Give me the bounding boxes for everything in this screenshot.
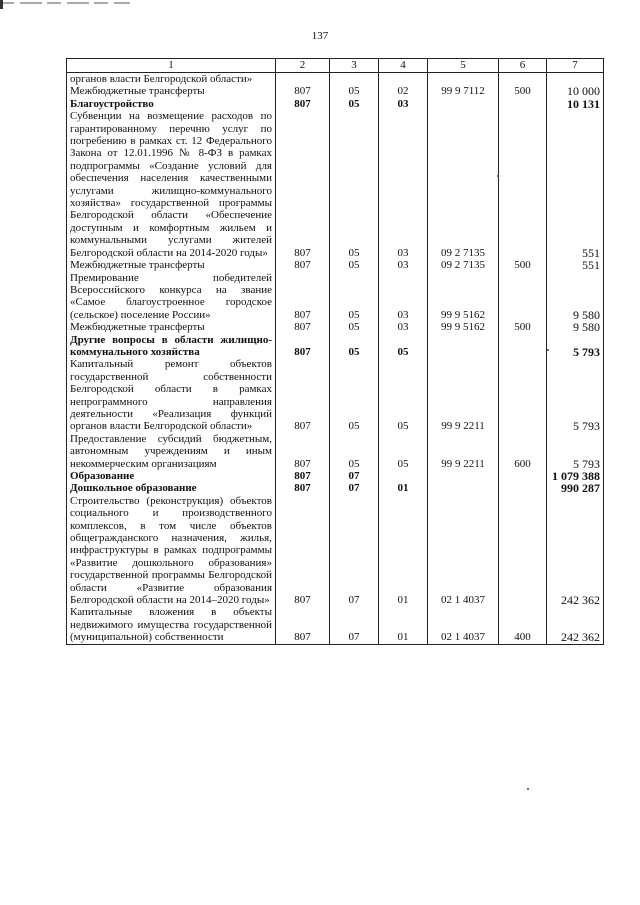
row-code-4: 03: [379, 98, 428, 110]
table-row: [67, 358, 604, 432]
section-title: Образование: [67, 470, 276, 482]
row-code-2: 807: [276, 321, 330, 333]
row-code-2: 807: [276, 495, 330, 607]
row-code-3: 07: [330, 470, 379, 482]
row-code-6: 600: [499, 433, 547, 470]
table-row: [67, 321, 604, 333]
row-code-3: 05: [330, 110, 379, 259]
table-row: [67, 606, 604, 644]
row-amount: 9 580: [547, 272, 604, 322]
column-header-6: 6: [499, 59, 547, 73]
row-code-5: [428, 98, 499, 110]
row-code-4: 03: [379, 259, 428, 271]
row-code-5: 02 1 4037: [428, 495, 499, 607]
row-code-2: 807: [276, 98, 330, 110]
row-name: Строительство (реконструкция) объектов социального и производственного комплексов, в том числе объектов общегражданского назначения, жилья, инфраструктуры в рамках подпрограммы «Развитие дошкольного образования» государственной программы Белгородской области «Развитие образования Белгородской области на 2014–2020 годы»: [67, 495, 276, 607]
row-code-2: 807: [276, 334, 330, 359]
row-code-5: 99 9 2211: [428, 433, 499, 470]
row-code-6: [499, 272, 547, 322]
row-code-4: 05: [379, 334, 428, 359]
row-code-2: 807: [276, 470, 330, 482]
row-code-6: [499, 358, 547, 432]
scan-speck: [547, 349, 549, 351]
row-code-5: 99 9 5162: [428, 321, 499, 333]
row-amount: 242 362: [547, 495, 604, 607]
row-amount: 990 287: [547, 482, 604, 494]
row-code-4: 05: [379, 358, 428, 432]
row-name: органов власти Белгородской области»: [67, 73, 276, 86]
table-row: [67, 272, 604, 322]
row-code-5: [428, 482, 499, 494]
row-code-3: 05: [330, 85, 379, 97]
scan-speck: [527, 788, 529, 790]
row-code-2: 807: [276, 85, 330, 97]
table-row: [67, 259, 604, 271]
row-code-2: 807: [276, 259, 330, 271]
row-code-4: [379, 73, 428, 86]
table-row: [67, 85, 604, 97]
row-code-4: 03: [379, 110, 428, 259]
row-code-6: [499, 470, 547, 482]
row-code-4: 01: [379, 606, 428, 644]
row-code-5: 02 1 4037: [428, 606, 499, 644]
row-code-3: 05: [330, 321, 379, 333]
row-code-6: [499, 110, 547, 259]
row-code-3: 05: [330, 334, 379, 359]
row-code-2: [276, 73, 330, 86]
row-code-5: [428, 334, 499, 359]
row-name: Межбюджетные трансферты: [67, 259, 276, 271]
row-code-5: 09 2 7135: [428, 259, 499, 271]
column-header-5: 5: [428, 59, 499, 73]
row-name: Капитальные вложения в объекты недвижимого имущества государственной (муниципальной) собственности: [67, 606, 276, 644]
row-code-3: 05: [330, 259, 379, 271]
row-code-5: 99 9 5162: [428, 272, 499, 322]
row-code-6: 500: [499, 321, 547, 333]
row-code-4: 03: [379, 272, 428, 322]
row-code-5: [428, 470, 499, 482]
budget-table: [66, 58, 604, 645]
row-code-3: 07: [330, 495, 379, 607]
page-number: 137: [311, 30, 329, 42]
row-code-6: [499, 482, 547, 494]
row-code-3: 05: [330, 358, 379, 432]
row-code-3: 05: [330, 433, 379, 470]
table-row: [67, 73, 604, 86]
row-code-3: 05: [330, 272, 379, 322]
row-code-6: [499, 334, 547, 359]
section-title: Благоустройство: [67, 98, 276, 110]
row-amount: 9 580: [547, 321, 604, 333]
row-code-2: 807: [276, 272, 330, 322]
row-code-2: 807: [276, 358, 330, 432]
row-name: Субвенции на возмещение расходов по гарантированному перечню услуг по погребению в рамках ст. 12 Федерального Закона от 12.01.1996 № 8-ФЗ в рамках подпрограммы «Создание условий для обеспечения населения качественными услугами жилищно-коммунального хозяйства» государственной программы Белгородской области «Обеспечение доступным и комфортным жильем и коммунальными услугами жителей Белгородской области на 2014-2020 годы»: [67, 110, 276, 259]
row-name: Межбюджетные трансферты: [67, 321, 276, 333]
table-header-row: [67, 59, 604, 73]
row-code-4: 01: [379, 495, 428, 607]
row-code-3: [330, 73, 379, 86]
row-code-4: 02: [379, 85, 428, 97]
row-amount: 551: [547, 259, 604, 271]
row-code-6: 500: [499, 85, 547, 97]
row-code-5: 99 9 7112: [428, 85, 499, 97]
row-amount: 551: [547, 110, 604, 259]
scan-top-mark: [0, 0, 640, 10]
row-code-5: 99 9 2211: [428, 358, 499, 432]
row-name: Предоставление субсидий бюджетным, автономным учреждениям и иным некоммерческим организациям: [67, 433, 276, 470]
row-code-6: [499, 73, 547, 86]
column-header-4: 4: [379, 59, 428, 73]
section-title: Дошкольное образование: [67, 482, 276, 494]
row-code-2: 807: [276, 110, 330, 259]
scan-speck: [497, 175, 499, 177]
section-title: Другие вопросы в области жилищно-коммунального хозяйства: [67, 334, 276, 359]
row-code-2: 807: [276, 433, 330, 470]
row-amount: 5 793: [547, 334, 604, 359]
row-code-2: 807: [276, 606, 330, 644]
row-code-4: [379, 470, 428, 482]
row-amount: 1 079 388: [547, 470, 604, 482]
table-row: [67, 433, 604, 470]
row-code-4: 01: [379, 482, 428, 494]
row-code-5: 09 2 7135: [428, 110, 499, 259]
row-code-6: 500: [499, 259, 547, 271]
column-header-1: 1: [67, 59, 276, 73]
row-code-3: 07: [330, 606, 379, 644]
row-name: Межбюджетные трансферты: [67, 85, 276, 97]
row-code-3: 05: [330, 98, 379, 110]
row-code-6: [499, 495, 547, 607]
row-name: Капитальный ремонт объектов государственной собственности Белгородской области в рамках непрограммного направления деятельности «Реализация функций органов власти Белгородской области»: [67, 358, 276, 432]
row-code-6: 400: [499, 606, 547, 644]
row-amount: 10 131: [547, 98, 604, 110]
table-row: [67, 495, 604, 607]
row-code-4: 03: [379, 321, 428, 333]
row-code-2: 807: [276, 482, 330, 494]
table-row: [67, 334, 604, 359]
row-amount: 5 793: [547, 358, 604, 432]
row-amount: 5 793: [547, 433, 604, 470]
row-name: Премирование победителей Всероссийского конкурса на звание «Самое благоустроенное городское (сельское) поселение России»: [67, 272, 276, 322]
row-code-5: [428, 73, 499, 86]
column-header-7: 7: [547, 59, 604, 73]
table-row: [67, 482, 604, 494]
table-row: [67, 110, 604, 259]
row-code-3: 07: [330, 482, 379, 494]
column-header-3: 3: [330, 59, 379, 73]
table-row: [67, 470, 604, 482]
table-row: [67, 98, 604, 110]
row-amount: 242 362: [547, 606, 604, 644]
column-header-2: 2: [276, 59, 330, 73]
row-code-4: 05: [379, 433, 428, 470]
row-code-6: [499, 98, 547, 110]
row-amount: 10 000: [547, 85, 604, 97]
